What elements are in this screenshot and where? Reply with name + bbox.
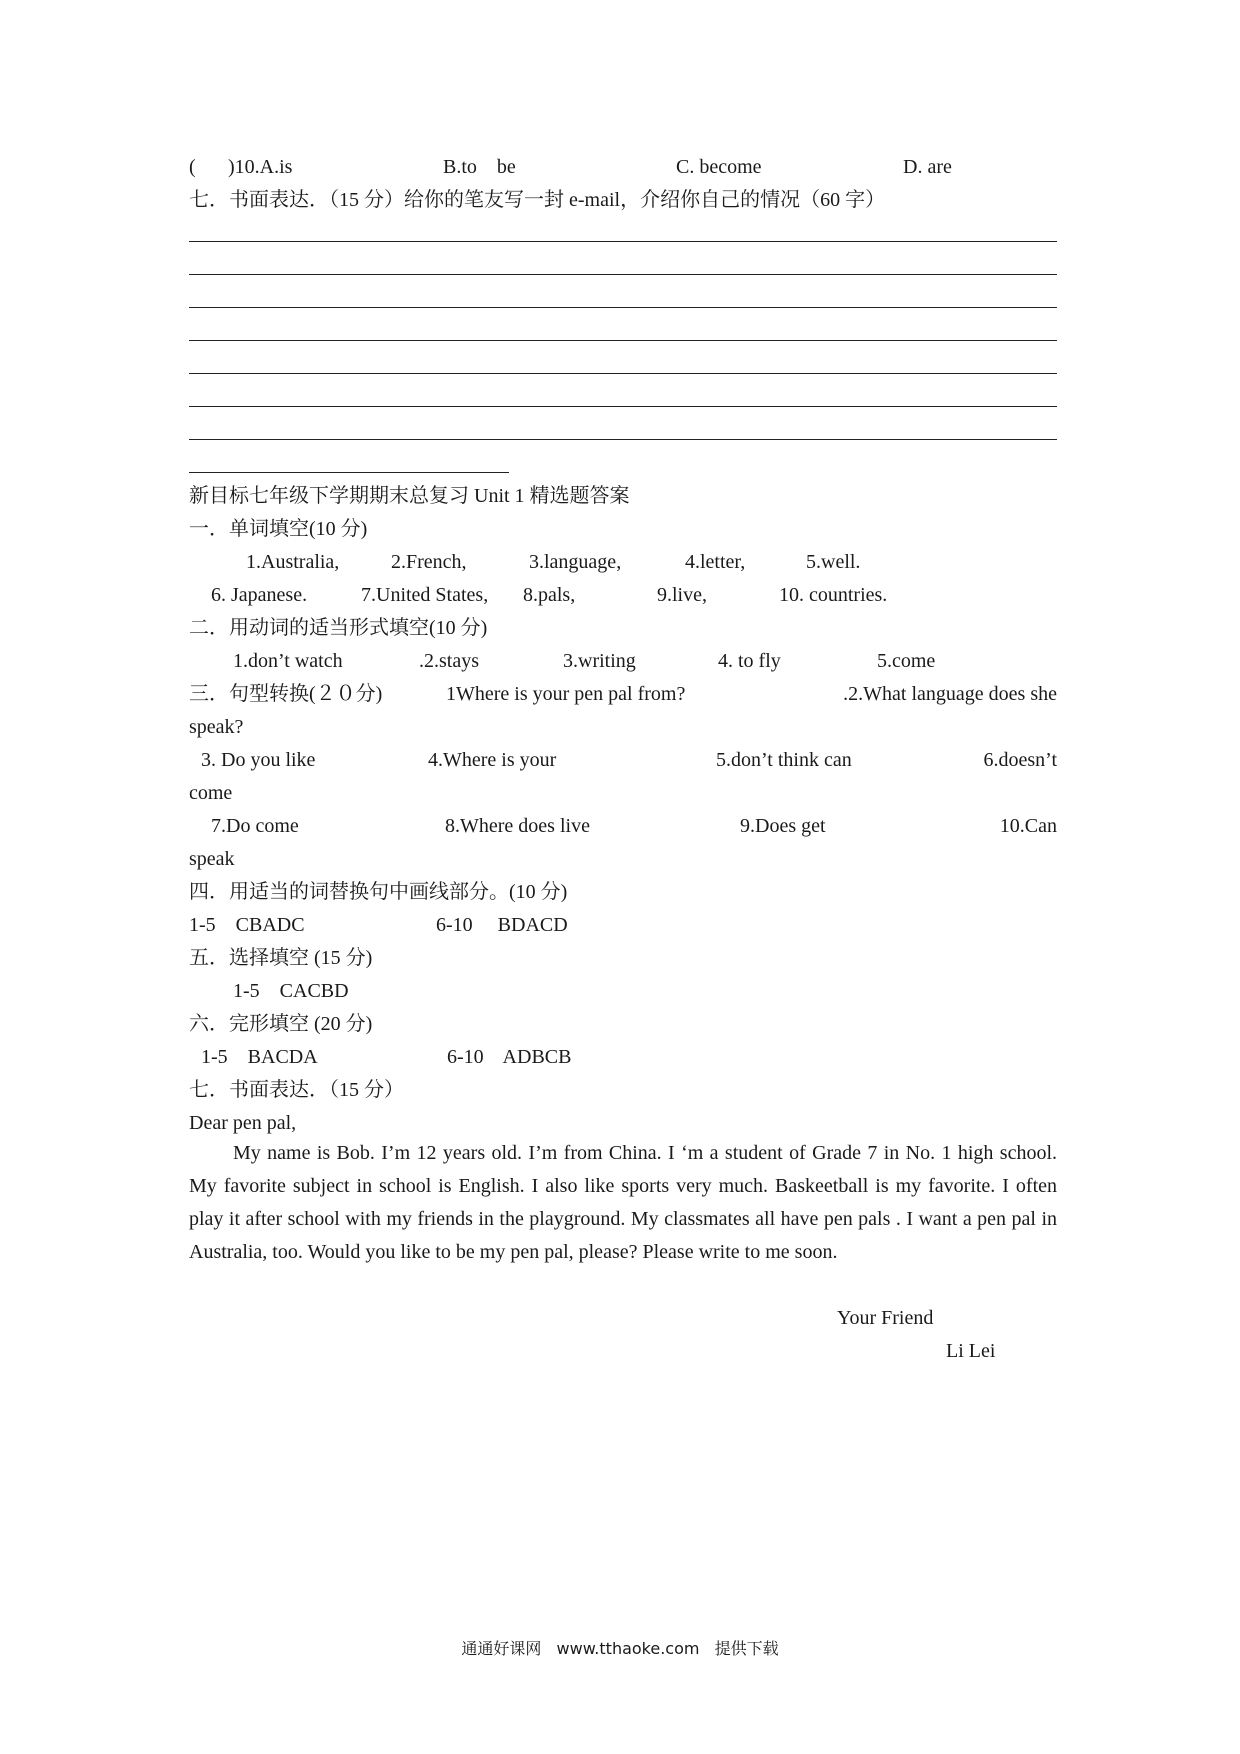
answer-item: 1-5 CBADC bbox=[189, 914, 305, 936]
letter-body: My name is Bob. I’m 12 years old. I’m from China. I ‘m a student of Grade 7 in No. 1 high school. My favorite subject in school is English. I also like sports very much. Baskeetball is my favorite. I often play it after school with my friends in the playground. My classmates all have pen pals . I want a pen pal in Australia, too. Would you like to be my pen pal, please? Please write to me soon. bbox=[189, 1142, 1057, 1263]
section-7-title: 七．书面表达．（15 分） bbox=[189, 1079, 404, 1101]
writing-line bbox=[189, 340, 1057, 341]
section-1-title: 一．单词填空(10 分) bbox=[189, 518, 368, 540]
section-4-title: 四．用适当的词替换句中画线部分。(10 分) bbox=[189, 881, 568, 903]
answer-item: 4.letter, bbox=[685, 551, 746, 573]
answer-item: 2.French, bbox=[391, 551, 467, 573]
answer-item: .2.stays bbox=[419, 650, 479, 672]
answer-item: 9.Does get bbox=[740, 815, 826, 837]
answer-item: 1.don’t watch bbox=[233, 650, 343, 672]
answer-item: 8.Where does live bbox=[445, 815, 590, 837]
letter-greeting: Dear pen pal, bbox=[189, 1112, 297, 1134]
answer-item: 3.language, bbox=[529, 551, 622, 573]
letter-signature: Li Lei bbox=[946, 1340, 996, 1362]
answer-item: 1-5 BACDA bbox=[201, 1046, 318, 1068]
page-footer bbox=[0, 1636, 1240, 1659]
q10-option-d: D. are bbox=[903, 156, 952, 178]
writing-task-heading: 七．书面表达．（15 分）给你的笔友写一封 e-mail，介绍你自己的情况（60 字） bbox=[189, 189, 886, 211]
answer-item: 5.come bbox=[877, 650, 936, 672]
footer-site-name: 通通好课网 bbox=[461, 1639, 542, 1658]
answer-item: 7.United States, bbox=[361, 584, 489, 606]
letter-closing: Your Friend bbox=[837, 1307, 934, 1329]
answer-item: speak bbox=[189, 848, 235, 870]
answer-item: 10.Can bbox=[999, 815, 1057, 837]
answer-item: 4. to fly bbox=[718, 650, 781, 672]
footer-note: 提供下载 bbox=[714, 1639, 779, 1658]
answer-item: come bbox=[189, 782, 233, 804]
writing-line bbox=[189, 274, 1057, 275]
answer-item: 9.live, bbox=[657, 584, 707, 606]
q10-option-a: )10.A.is bbox=[228, 156, 293, 178]
writing-line bbox=[189, 373, 1057, 374]
writing-line bbox=[189, 406, 1057, 407]
answer-item: 7.Do come bbox=[211, 815, 299, 837]
section-2-title: 二．用动词的适当形式填空(10 分) bbox=[189, 617, 488, 639]
answer-item: 5.don’t think can bbox=[716, 749, 852, 771]
answer-item: 3.writing bbox=[563, 650, 636, 672]
answer-item: .2.What language does she bbox=[843, 683, 1057, 705]
answer-item: 5.well. bbox=[806, 551, 861, 573]
answer-item: 6. Japanese. bbox=[211, 584, 308, 606]
answer-item: 6-10 ADBCB bbox=[447, 1046, 572, 1068]
answer-item: 4.Where is your bbox=[428, 749, 557, 771]
answer-item: 1Where is your pen pal from? bbox=[446, 683, 686, 705]
q10-option-c: C. become bbox=[676, 156, 762, 178]
q10-paren: ( bbox=[189, 156, 196, 178]
writing-line bbox=[189, 241, 1057, 242]
writing-line bbox=[189, 307, 1057, 308]
writing-line bbox=[189, 439, 1057, 440]
answer-item: 1.Australia, bbox=[246, 551, 340, 573]
q10-option-b: B.to be bbox=[443, 156, 516, 178]
answer-item: speak? bbox=[189, 716, 244, 738]
section-divider bbox=[189, 472, 509, 473]
answer-item: 10. countries. bbox=[779, 584, 888, 606]
answer-item: 8.pals, bbox=[523, 584, 576, 606]
section-5-title: 五．选择填空 (15 分) bbox=[189, 947, 373, 969]
answer-item: 6.doesn’t bbox=[983, 749, 1057, 771]
section-6-title: 六．完形填空 (20 分) bbox=[189, 1013, 373, 1035]
section-3-title: 三．句型转换(２０分) bbox=[189, 683, 383, 705]
answer-title: 新目标七年级下学期期末总复习 Unit 1 精选题答案 bbox=[189, 485, 630, 507]
footer-url[interactable]: www.tthaoke.com bbox=[556, 1639, 700, 1658]
answer-item: 3. Do you like bbox=[201, 749, 316, 771]
answer-item: 1-5 CACBD bbox=[233, 980, 349, 1002]
answer-item: 6-10 BDACD bbox=[436, 914, 568, 936]
